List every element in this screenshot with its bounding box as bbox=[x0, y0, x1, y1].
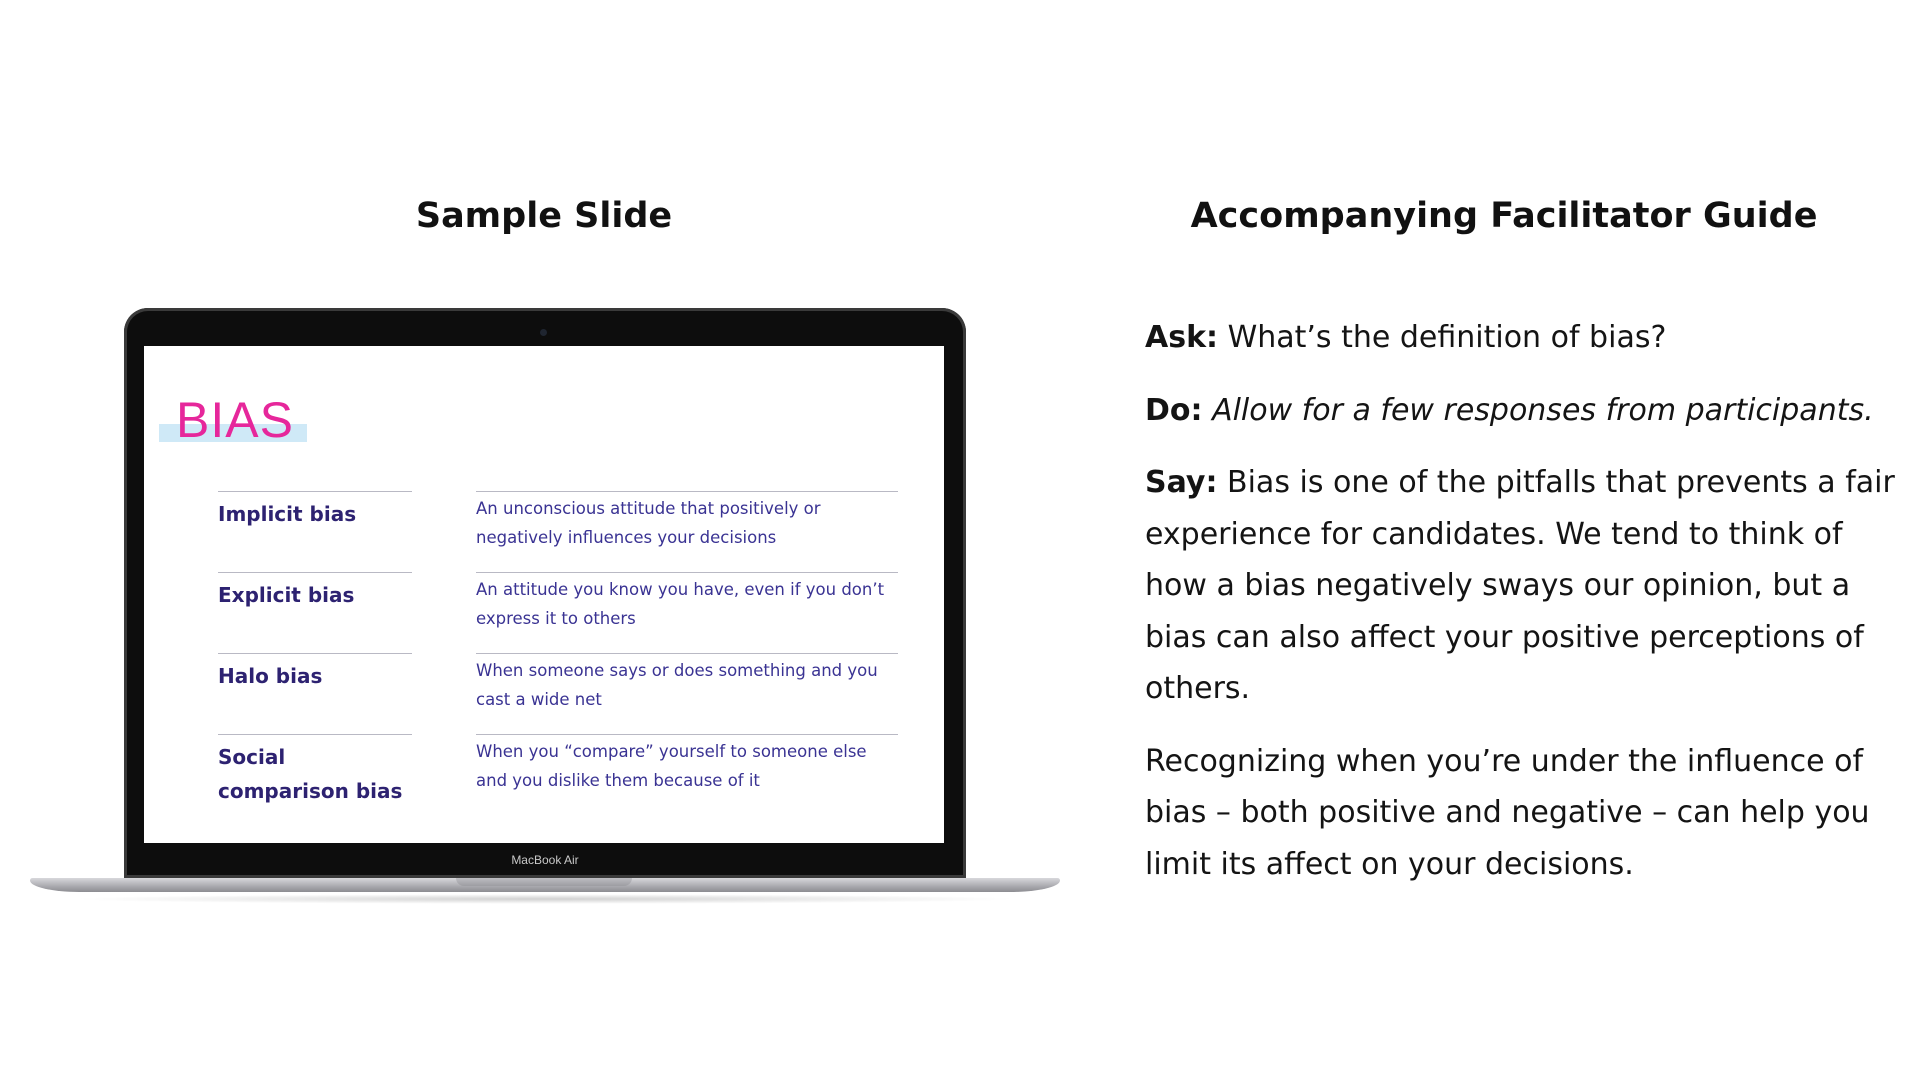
ask-text: What’s the definition of bias? bbox=[1218, 320, 1667, 355]
laptop-notch bbox=[456, 878, 632, 886]
bias-definition: An attitude you know you have, even if you don’t express it to others bbox=[476, 572, 898, 633]
facilitator-guide-heading: Accompanying Facilitator Guide bbox=[1190, 196, 1818, 236]
say-text: Bias is one of the pitfalls that prevents a fair experience for candidates. We tend to think of how a bias negatively sways our opinion, but a bias can also affect your positive perceptions of others. bbox=[1145, 465, 1895, 706]
bias-term: Implicit bias bbox=[218, 491, 412, 531]
bias-term: Explicit bias bbox=[218, 572, 412, 612]
do-paragraph bbox=[1145, 385, 1895, 437]
bias-term: Halo bias bbox=[218, 653, 412, 693]
closing-paragraph: Recognizing when you’re under the influence of bias – both positive and negative – can help you limit its affect on your decisions. bbox=[1145, 743, 1870, 882]
slide-title-block bbox=[159, 392, 294, 448]
bias-definition: When someone says or does something and you cast a wide net bbox=[476, 653, 898, 714]
ask-label: Ask: bbox=[1145, 320, 1219, 355]
camera-icon bbox=[540, 329, 547, 336]
bias-term: Social comparison bias bbox=[218, 734, 412, 808]
facilitator-guide bbox=[1145, 312, 1895, 911]
do-text: Allow for a few responses from participants. bbox=[1212, 392, 1874, 428]
slide-title: BIAS bbox=[176, 392, 294, 448]
sample-slide-heading: Sample Slide bbox=[415, 196, 673, 236]
laptop-illustration bbox=[30, 308, 1060, 908]
laptop-bezel bbox=[124, 308, 966, 878]
do-label: Do: bbox=[1145, 392, 1203, 428]
say-paragraph bbox=[1145, 457, 1895, 715]
table-row bbox=[218, 653, 898, 734]
bias-definition: When you “compare” yourself to someone else and you dislike them because of it bbox=[476, 734, 898, 795]
table-row bbox=[218, 491, 898, 572]
model-label: MacBook Air bbox=[511, 853, 579, 867]
ask-paragraph bbox=[1145, 312, 1895, 364]
table-row bbox=[218, 572, 898, 653]
bias-table bbox=[218, 491, 898, 815]
table-row bbox=[218, 734, 898, 815]
say-label: Say: bbox=[1145, 465, 1218, 500]
bias-definition: An unconscious attitude that positively or negatively influences your decisions bbox=[476, 491, 898, 552]
laptop-shadow bbox=[70, 894, 1020, 904]
laptop-screen bbox=[144, 346, 944, 843]
